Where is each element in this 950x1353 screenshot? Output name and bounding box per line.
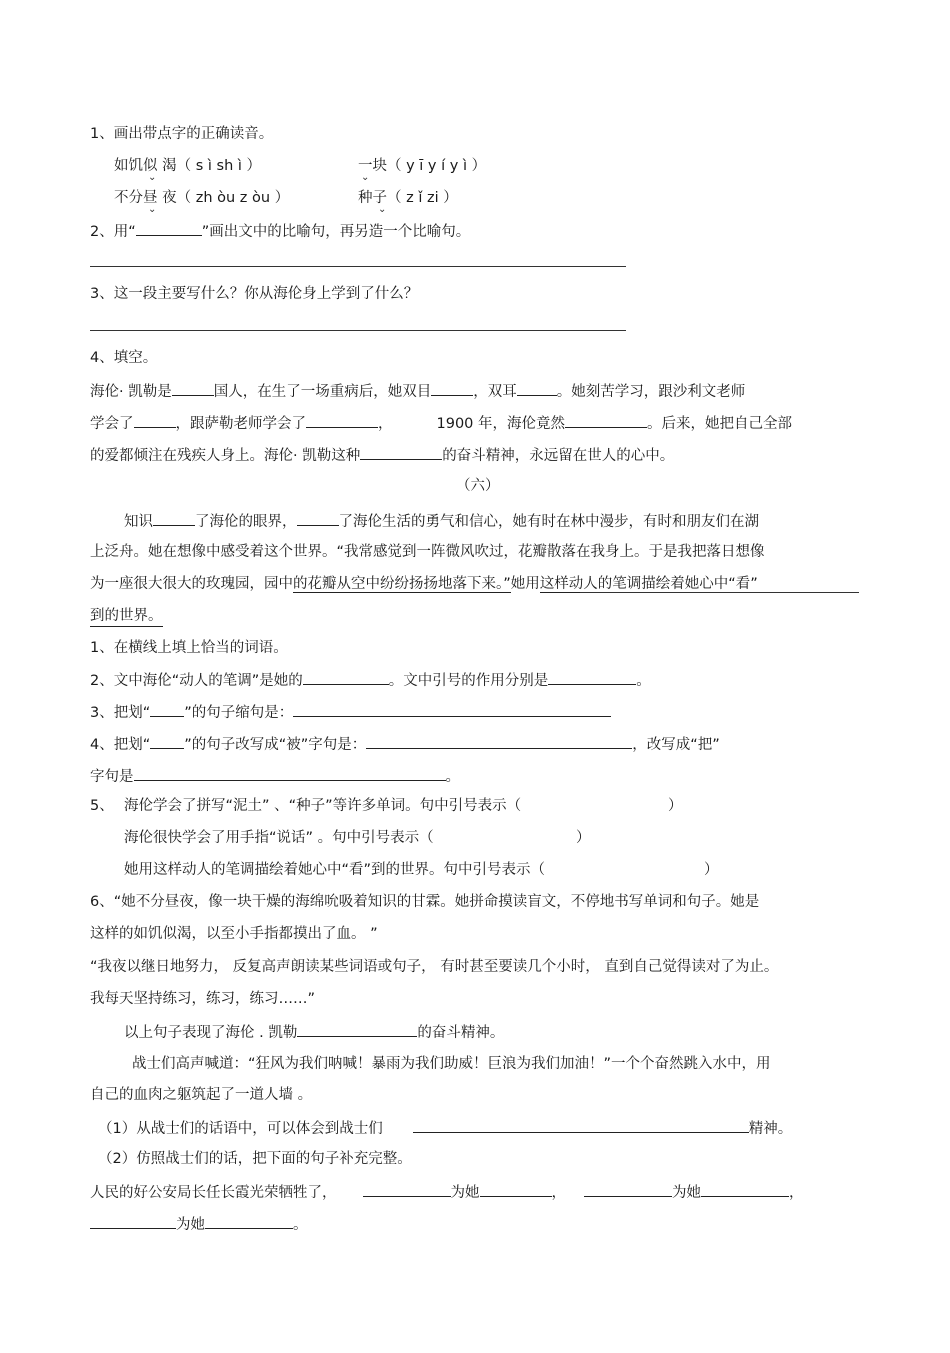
s3a: 人民的好公安局长任长霞光荣牺牲了， [90,1185,337,1201]
q4-l2c: ， [378,416,393,432]
q4-l1d: 。她刻苦学习，跟沙利文老师 [556,384,746,400]
q1-option-rujisike [114,156,261,176]
answer-blank[interactable] [413,1117,749,1133]
underlined-sentence-1: 的花瓣从空中纷纷扬扬地落下来。” [293,576,511,592]
passage-line3 [90,574,758,594]
q4-title: 4、填空。 [90,350,158,366]
soldiers-q2: （2）仿照战士们的话，把下面的句子补充完整。 [98,1151,412,1167]
s6-q3 [90,701,611,723]
answer-blank[interactable] [134,765,446,781]
fill-blank[interactable] [303,669,389,685]
q4d: 字句是 [90,769,134,785]
fill-blank[interactable] [701,1181,789,1197]
underline-sample [136,220,202,236]
s6-q5c: 她用这样动人的笔调描绘着她心中“看”到的世界。句中引号表示（ [124,862,546,878]
section-heading: （六） [456,478,500,494]
s6-q4 [90,733,720,755]
fill-blank[interactable] [548,669,636,685]
passage-line4: 到的世界。 [90,606,163,627]
fill-blank[interactable] [565,412,647,428]
s1a: （1）从战士们的话语中，可以体会到战士们 [98,1121,383,1137]
close-paren: ） [704,862,719,878]
p1a: 知识 [124,514,153,530]
q3b: ”的句子缩句是： [184,705,294,721]
s3e: ， [789,1185,804,1201]
q4-l2d: 1900 年，海伦竟然 [436,416,566,432]
dot-mark: ⌄ [148,204,157,215]
underline-sample [150,701,184,717]
q2-answer-line[interactable] [90,266,626,267]
q6e: 以上句子表现了海伦 . 凯勒 [124,1025,298,1041]
q6f: 的奋斗精神。 [417,1025,505,1041]
s1b: 精神。 [748,1121,793,1137]
q4b: ”的句子改写成“被”字句是： [184,737,367,753]
dot-mark: ⌄ [148,172,157,183]
underline-sample [150,733,184,749]
q4-line2 [90,412,792,434]
fill-blank[interactable] [360,444,442,460]
q2-post: ”画出文中的比喻句，再另造一个比喻句。 [201,224,471,240]
soldiers-line1: 战士们高声喊道：“狂风为我们呐喊！暴雨为我们助威！巨浪为我们加油！”一个个奋然跳入水中，用 [132,1056,771,1072]
s6-q5a: 海伦学会了拼写“泥土” 、“种子”等许多单词。句中引号表示（ [124,798,522,814]
s4a: 为她 [176,1217,205,1233]
s4b: 。 [293,1217,308,1233]
q4-l2e: 。后来，她把自己全部 [647,416,793,432]
fill-blank[interactable] [205,1213,293,1229]
q3-text: 3、这一段主要写什么？你从海伦身上学到了什么？ [90,286,419,302]
s3b: 为她 [450,1185,480,1201]
s6-q1: 1、在横线上填上恰当的词语。 [90,640,288,656]
fill-blank[interactable] [134,412,176,428]
q4-l1c: ，双耳 [473,384,517,400]
answer-blank[interactable] [293,701,611,717]
fill-blank[interactable] [90,1213,176,1229]
fill-blank[interactable] [172,380,214,396]
s6-q5-num: 5、 [90,798,114,814]
dot-mark: ⌄ [361,172,370,183]
q1-option-zhongzi: 种子（ z ǐ zi ） [358,190,458,206]
fill-blank[interactable] [480,1181,552,1197]
q4a: 4、把划“ [90,737,151,753]
q2-pre: 2、用“ [90,224,136,240]
fill-blank[interactable] [363,1181,451,1197]
fill-blank[interactable] [297,510,339,526]
q2a: 2、文中海伦“动人的笔调”是她的 [90,673,303,689]
q4-line1 [90,380,745,402]
q2c: 。 [636,673,651,689]
q4-line3 [90,444,674,466]
p1c: 了海伦生活的勇气和信心，她有时在林中漫步，有时和朋友们在湖 [338,514,759,530]
answer-blank[interactable] [366,733,632,749]
soldiers-line2: 自己的血肉之躯筑起了一道人墙 。 [90,1087,313,1103]
passage-line1 [124,510,759,532]
underline-extension [580,592,859,593]
soldiers-q1 [98,1117,792,1139]
soldiers-line3 [90,1181,804,1203]
q4-l1b: 国人，在生了一场重病后，她双目 [213,384,432,400]
q4-l1a: 海伦· 凯勒是 [90,384,172,400]
p3c: 她用 [510,576,540,592]
q2-text [90,220,470,242]
q1-title: 1、画出带点字的正确读音。 [90,126,274,142]
s6-q6-line2: 这样的如饥似渴，以至小手指都摸出了血。 ” [90,926,378,942]
s6-q6-line4: 我每天坚持练习，练习，练习……” [90,991,316,1007]
underlined-sentence-2: 这样动人的笔调描绘着她心中“看” [539,576,758,592]
s6-q6-line1: 6、“她不分昼夜，像一块干燥的海绵吮吸着知识的甘霖。她拼命摸读盲文，不停地书写单词和句子。她是 [90,894,760,910]
fill-blank[interactable] [297,1021,417,1037]
passage-line2: 上泛舟。她在想像中感受着这个世界。“我常感觉到一阵微风吹过，花瓣散落在我身上。于是我把落日想像 [90,544,765,560]
q1-option-yikuai: 一块（ y ī y í y ì ） [358,158,487,174]
q4-l3b: 的奋斗精神，永远留在世人的心中。 [442,448,675,464]
s3c: ， [551,1185,566,1201]
fill-blank[interactable] [306,412,378,428]
close-paren: ） [576,830,591,846]
s6-q4-cont [90,765,460,787]
fill-blank[interactable] [584,1181,672,1197]
q1-option-zhouye: 不分昼 夜（ zh òu z òu ） [114,190,290,206]
fill-blank[interactable] [431,380,473,396]
q2b: 。文中引号的作用分别是 [388,673,549,689]
q3a: 3、把划“ [90,705,151,721]
q4c: ，改写成“把” [632,737,720,753]
fill-blank[interactable] [517,380,557,396]
s6-q6-line5 [124,1021,504,1043]
q4-l2b: ，跟萨勒老师学会了 [175,416,306,432]
dot-mark: ⌄ [378,204,387,215]
q4-l2a: 学会了 [90,416,134,432]
fill-blank[interactable] [153,510,195,526]
q3-answer-line[interactable] [90,330,626,331]
s6-q2 [90,669,651,691]
q1-row1a: 如饥似 渴（ s ì sh ì ） [114,158,262,174]
p3a: 为一座很大很大的玫瑰园，园中 [90,576,293,592]
s6-q6-line3: “我夜以继日地努力， 反复高声朗读某些词语或句子， 有时甚至要读几个小时， 直到自己觉得读对了为止。 [90,959,779,975]
q4-l3a: 的爱都倾注在残疾人身上。海伦· 凯勒这种 [90,448,361,464]
soldiers-line4 [90,1213,308,1235]
p1b: 了海伦的眼界， [195,514,297,530]
s6-q5b: 海伦很快学会了用手指“说话” 。句中引号表示（ [124,830,434,846]
close-paren: ） [668,798,683,814]
s3d: 为她 [672,1185,701,1201]
q4e: 。 [445,769,460,785]
